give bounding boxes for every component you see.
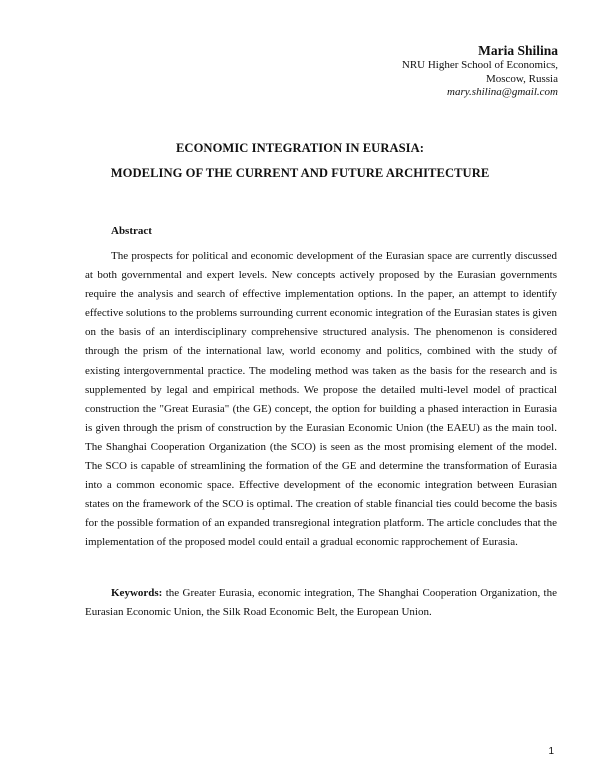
- author-affiliation-line1: NRU Higher School of Economics,: [401, 59, 558, 71]
- author-block: [402, 42, 558, 100]
- keywords-label: Keywords:: [111, 587, 163, 599]
- author-affiliation-line2: Moscow, Russia: [485, 72, 558, 85]
- title-line-2: MODELING OF THE CURRENT AND FUTURE ARCHITECTURE: [110, 165, 490, 180]
- keywords-text: the Greater Eurasia, economic integration, The Shanghai Cooperation Organization, the Eurasian Economic Union, the Silk Road Economic Belt, the European Union.: [85, 587, 557, 619]
- paper-title: [0, 136, 600, 185]
- title-line-1: ECONOMIC INTEGRATION IN EURASIA:: [175, 141, 425, 155]
- author-name: Maria Shilina: [478, 43, 558, 58]
- abstract-heading: Abstract: [111, 225, 152, 237]
- page-number: 1: [548, 746, 554, 757]
- author-email: mary.shilina@gmail.com: [447, 86, 558, 99]
- abstract-text: The prospects for political and economic development of the Eurasian space are currently discussed at both governmental and expert levels. New concepts actively proposed by the Eurasian governments require the analysis and search of effective implementation options. In the paper, an attempt to identify effective solutions to the problems surrounding current economic integration of the Eurasian states is given on the basis of an interdisciplinary comprehensive structured analysis. The phenomenon is considered through the prism of the international law, world economy and politics, combined with the study of existing intergovernmental practice. The modeling method was taken as the basis for the research and is supplemented by legal and empirical methods. We propose the detailed multi-level model of practical construction the "Great Eurasia" (the GE) concept, the option for building a phased interaction in Eurasia is given through the prism of construction by the Eurasian Economic Union (the EAEU) as the main tool. The Shanghai Cooperation Organization (the SCO) is seen as the most promising element of the model. The SCO is capable of streamlining the formation of the GE and determine the transformation of Eurasia into a common economic space. Effective development of the economic integration between Eurasian states on the framework of the SCO is optimal. The creation of stable financial ties could become the basis for the possible formation of an expanded transregional integration platform. The article concludes that the implementation of the proposed model could entail a gradual economic rapprochement of Eurasia.: [85, 250, 557, 549]
- keywords-paragraph: [85, 584, 557, 623]
